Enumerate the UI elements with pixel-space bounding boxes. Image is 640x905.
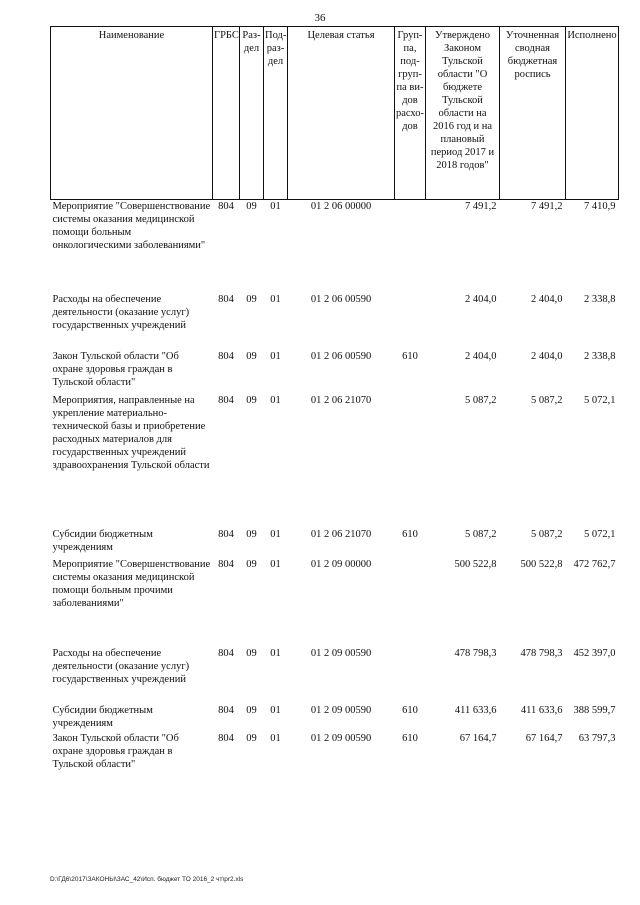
row-expense-group [395, 200, 426, 293]
row-subsection: 01 [270, 732, 281, 744]
budget-execution-table [50, 26, 619, 778]
row-subsection: 01 [270, 293, 281, 305]
row-name: Расходы на обеспечение деятельности (оказание услуг) государственных учреждений [52, 293, 190, 331]
row-approved: 500 522,8 [454, 558, 497, 570]
row-expense-group: 610 [402, 704, 418, 716]
table-row [51, 350, 619, 394]
row-section: 09 [246, 647, 257, 659]
header-name: Наименование [51, 27, 213, 200]
row-section: 09 [246, 732, 257, 744]
page-number: 36 [314, 12, 326, 24]
table-header [51, 27, 619, 200]
row-target-article: 01 2 06 00590 [310, 350, 372, 362]
table-row [51, 200, 619, 293]
row-subsection: 01 [270, 704, 281, 716]
row-grbs: 804 [218, 647, 234, 659]
row-approved: 5 087,2 [465, 394, 497, 406]
row-name: Закон Тульской области "Об охране здоровья граждан в Тульской области" [52, 350, 179, 388]
row-grbs: 804 [218, 558, 234, 570]
row-approved: 2 404,0 [465, 293, 497, 305]
row-executed: 2 338,8 [584, 293, 616, 305]
header-subsection: Под-раз-дел [264, 27, 288, 200]
row-executed: 452 397,0 [573, 647, 616, 659]
row-grbs: 804 [218, 293, 234, 305]
row-grbs: 804 [218, 528, 234, 540]
row-expense-group [395, 647, 426, 704]
footer-file-path: D:\ГД6\2017\ЗАКОНЫ\ЗАС_42\Исп. бюджет ТО 2016_2 чт\pr2.xls [50, 876, 244, 883]
row-grbs: 804 [218, 201, 234, 212]
row-expense-group: 610 [402, 732, 418, 744]
row-subsection: 01 [270, 394, 281, 406]
row-executed: 5 072,1 [584, 528, 616, 540]
header-executed: Исполнено [566, 27, 619, 200]
row-refined: 2 404,0 [531, 293, 563, 305]
row-approved: 5 087,2 [465, 528, 497, 540]
row-target-article: 01 2 06 21070 [310, 394, 372, 406]
row-subsection: 01 [270, 201, 281, 212]
row-name: Мероприятие "Совершенствование системы оказания медицинской помощи больным онкологическими заболеваниями" [52, 201, 211, 251]
row-name: Мероприятия, направленные на укрепление материально-технической базы и приобретение расходных материалов для государственных учреждений здравоохранения Тульской области [52, 394, 210, 471]
row-approved: 2 404,0 [465, 350, 497, 362]
table-body [51, 200, 619, 778]
row-expense-group: 610 [402, 528, 418, 540]
row-section: 09 [246, 528, 257, 540]
row-grbs: 804 [218, 704, 234, 716]
table-row [51, 704, 619, 732]
row-subsection: 01 [270, 558, 281, 570]
row-name: Закон Тульской области "Об охране здоровья граждан в Тульской области" [52, 732, 179, 770]
header-approved: Утверждено Законом Тульской области "О бюджете Тульской области на 2016 год и на плановый период 2017 и 2018 годов" [426, 27, 500, 200]
row-executed: 7 410,9 [584, 201, 616, 212]
row-target-article: 01 2 09 00590 [310, 647, 372, 659]
row-grbs: 804 [218, 350, 234, 362]
row-target-article: 01 2 09 00000 [310, 558, 372, 570]
table-row [51, 732, 619, 778]
row-grbs: 804 [218, 394, 234, 406]
row-target-article: 01 2 06 21070 [310, 528, 372, 540]
row-section: 09 [246, 704, 257, 716]
row-refined: 478 798,3 [520, 647, 563, 659]
row-expense-group: 610 [402, 350, 418, 362]
header-expense-group: Груп-па, под-груп-па ви-дов расхо-дов [395, 27, 426, 200]
header-grbs: ГРБС [213, 27, 240, 200]
table-row [51, 647, 619, 704]
row-expense-group [395, 293, 426, 350]
row-approved: 478 798,3 [454, 647, 497, 659]
row-approved: 67 164,7 [459, 732, 497, 744]
row-executed: 2 338,8 [584, 350, 616, 362]
row-refined: 411 633,6 [520, 704, 563, 716]
header-row [51, 27, 619, 200]
row-expense-group [395, 394, 426, 528]
table-row [51, 293, 619, 350]
header-section: Раз-дел [240, 27, 264, 200]
header-refined: Уточненная сводная бюджетная роспись [500, 27, 566, 200]
row-subsection: 01 [270, 350, 281, 362]
row-target-article: 01 2 06 00590 [310, 293, 372, 305]
row-name: Субсидии бюджетным учреждениям [52, 704, 153, 729]
row-section: 09 [246, 350, 257, 362]
row-expense-group [395, 558, 426, 647]
row-subsection: 01 [270, 647, 281, 659]
row-target-article: 01 2 09 00590 [310, 704, 372, 716]
row-target-article: 01 2 06 00000 [310, 201, 372, 212]
row-name: Расходы на обеспечение деятельности (оказание услуг) государственных учреждений [52, 647, 190, 685]
row-name: Мероприятие "Совершенствование системы оказания медицинской помощи больным прочими заболеваниями" [52, 558, 211, 609]
row-approved: 7 491,2 [465, 201, 497, 212]
row-section: 09 [246, 558, 257, 570]
row-executed: 5 072,1 [584, 394, 616, 406]
row-refined: 5 087,2 [531, 528, 563, 540]
row-executed: 388 599,7 [573, 704, 616, 716]
row-refined: 67 164,7 [525, 732, 563, 744]
row-section: 09 [246, 293, 257, 305]
row-name: Субсидии бюджетным учреждениям [52, 528, 153, 553]
header-target-article: Целевая статья [288, 27, 395, 200]
row-grbs: 804 [218, 732, 234, 744]
table-row [51, 394, 619, 528]
row-executed: 63 797,3 [578, 732, 616, 744]
row-refined: 500 522,8 [520, 558, 563, 570]
row-target-article: 01 2 09 00590 [310, 732, 372, 744]
row-section: 09 [246, 201, 257, 212]
row-refined: 5 087,2 [531, 394, 563, 406]
row-executed: 472 762,7 [573, 558, 616, 570]
table-row [51, 528, 619, 558]
table-row [51, 558, 619, 647]
row-subsection: 01 [270, 528, 281, 540]
row-refined: 2 404,0 [531, 350, 563, 362]
row-section: 09 [246, 394, 257, 406]
row-approved: 411 633,6 [454, 704, 497, 716]
row-refined: 7 491,2 [531, 201, 563, 212]
